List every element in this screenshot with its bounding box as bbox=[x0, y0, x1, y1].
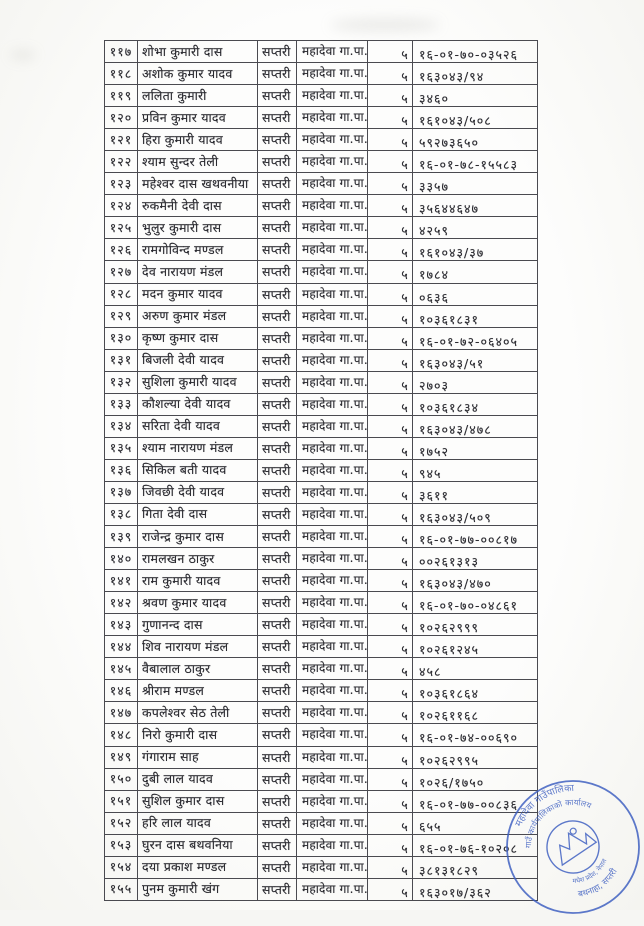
municipality-cell: महादेवा गा.पा. bbox=[297, 107, 368, 129]
id-number-cell: १६१०४३/३७ bbox=[413, 239, 538, 261]
table-row bbox=[105, 416, 538, 438]
id-number-cell: ३४६० bbox=[413, 85, 538, 107]
municipality-cell: महादेवा गा.पा. bbox=[297, 261, 368, 283]
stamp-mountain-emblem bbox=[549, 823, 596, 865]
municipality-cell: महादेवा गा.पा. bbox=[297, 416, 368, 438]
serial-number-cell: १२८ bbox=[105, 284, 138, 306]
id-number-cell: १७५२ bbox=[413, 438, 538, 460]
serial-number-cell: ११९ bbox=[105, 85, 138, 107]
id-number-cell: १६-०१-७०-०४८६१ bbox=[413, 592, 538, 614]
name-cell: हरि लाल यादव bbox=[138, 813, 258, 835]
table-row bbox=[105, 350, 538, 372]
serial-number-cell: १४९ bbox=[105, 747, 138, 769]
municipality-cell: महादेवा गा.पा. bbox=[297, 835, 368, 857]
table-row bbox=[105, 614, 538, 636]
id-number-cell: १६-०१-७७-००८३६ bbox=[413, 791, 538, 813]
municipality-cell: महादेवा गा.पा. bbox=[297, 460, 368, 482]
district-cell: सप्तरी bbox=[258, 747, 297, 769]
district-cell: सप्तरी bbox=[258, 416, 297, 438]
district-cell: सप्तरी bbox=[258, 835, 297, 857]
name-cell: कपलेश्वर सेठ तेली bbox=[138, 702, 258, 724]
ward-number-cell: ५ bbox=[368, 769, 413, 791]
serial-number-cell: १४५ bbox=[105, 658, 138, 680]
municipality-cell: महादेवा गा.पा. bbox=[297, 63, 368, 85]
name-cell: गुणानन्द दास bbox=[138, 614, 258, 636]
serial-number-cell: १४४ bbox=[105, 636, 138, 658]
municipality-cell: महादेवा गा.पा. bbox=[297, 195, 368, 217]
district-cell: सप्तरी bbox=[258, 372, 297, 394]
id-number-cell: १०३६१८३१ bbox=[413, 306, 538, 328]
ward-number-cell: ५ bbox=[368, 41, 413, 63]
name-cell: कृष्ण कुमार दास bbox=[138, 328, 258, 350]
district-cell: सप्तरी bbox=[258, 769, 297, 791]
id-number-cell: १६-०१-७६-१०२०८ bbox=[413, 835, 538, 857]
id-number-cell: १६-०१-७८-१५५८३ bbox=[413, 151, 538, 173]
ward-number-cell: ५ bbox=[368, 636, 413, 658]
district-cell: सप्तरी bbox=[258, 151, 297, 173]
municipality-cell: महादेवा गा.पा. bbox=[297, 526, 368, 548]
serial-number-cell: १३५ bbox=[105, 438, 138, 460]
district-cell: सप्तरी bbox=[258, 350, 297, 372]
table-row bbox=[105, 129, 538, 151]
name-cell: वैबालाल ठाकुर bbox=[138, 658, 258, 680]
district-cell: सप्तरी bbox=[258, 63, 297, 85]
municipality-cell: महादेवा गा.पा. bbox=[297, 85, 368, 107]
district-cell: सप्तरी bbox=[258, 328, 297, 350]
serial-number-cell: १२६ bbox=[105, 239, 138, 261]
name-cell: श्याम नारायण मंडल bbox=[138, 438, 258, 460]
ward-number-cell: ५ bbox=[368, 129, 413, 151]
municipality-cell: महादेवा गा.पा. bbox=[297, 592, 368, 614]
name-cell: पुनम कुमारी खंग bbox=[138, 879, 258, 901]
ward-number-cell: ५ bbox=[368, 438, 413, 460]
name-cell: शिव नारायण मंडल bbox=[138, 636, 258, 658]
municipality-cell: महादेवा गा.पा. bbox=[297, 173, 368, 195]
name-cell: महेश्वर दास खथवनीया bbox=[138, 173, 258, 195]
serial-number-cell: १३३ bbox=[105, 394, 138, 416]
municipality-cell: महादेवा गा.पा. bbox=[297, 504, 368, 526]
name-cell: प्रविन कुमार यादव bbox=[138, 107, 258, 129]
name-cell: रामलखन ठाकुर bbox=[138, 548, 258, 570]
name-cell: घुरन दास बथवनिया bbox=[138, 835, 258, 857]
ward-number-cell: ५ bbox=[368, 328, 413, 350]
name-cell: ललिता कुमारी bbox=[138, 85, 258, 107]
serial-number-cell: १५२ bbox=[105, 813, 138, 835]
municipality-cell: महादेवा गा.पा. bbox=[297, 658, 368, 680]
name-cell: मदन कुमार यादव bbox=[138, 284, 258, 306]
ward-number-cell: ५ bbox=[368, 239, 413, 261]
serial-number-cell: १३८ bbox=[105, 504, 138, 526]
district-cell: सप्तरी bbox=[258, 658, 297, 680]
id-number-cell: ०६३६ bbox=[413, 284, 538, 306]
district-cell: सप्तरी bbox=[258, 504, 297, 526]
name-cell: जिवछी देवी यादव bbox=[138, 482, 258, 504]
municipality-cell: महादेवा गा.पा. bbox=[297, 129, 368, 151]
id-number-cell: १६३०१७/३६२ bbox=[413, 879, 538, 901]
id-number-cell: ४२५९ bbox=[413, 217, 538, 239]
district-cell: सप्तरी bbox=[258, 173, 297, 195]
ward-number-cell: ५ bbox=[368, 614, 413, 636]
district-cell: सप्तरी bbox=[258, 306, 297, 328]
table-row bbox=[105, 658, 538, 680]
stamp-text-municipality: महादेवा गाउँपालिका bbox=[513, 782, 575, 829]
municipality-cell: महादेवा गा.पा. bbox=[297, 306, 368, 328]
district-cell: सप्तरी bbox=[258, 107, 297, 129]
table-row bbox=[105, 107, 538, 129]
district-cell: सप्तरी bbox=[258, 195, 297, 217]
municipality-cell: महादेवा गा.पा. bbox=[297, 614, 368, 636]
serial-number-cell: १३१ bbox=[105, 350, 138, 372]
name-cell: हिरा कुमारी यादव bbox=[138, 129, 258, 151]
serial-number-cell: १२३ bbox=[105, 173, 138, 195]
district-cell: सप्तरी bbox=[258, 592, 297, 614]
ward-number-cell: ५ bbox=[368, 702, 413, 724]
table-row bbox=[105, 504, 538, 526]
name-cell: दुबी लाल यादव bbox=[138, 769, 258, 791]
serial-number-cell: १४० bbox=[105, 548, 138, 570]
name-cell: राम कुमारी यादव bbox=[138, 570, 258, 592]
id-number-cell: १६३०४३/५०९ bbox=[413, 504, 538, 526]
municipality-cell: महादेवा गा.पा. bbox=[297, 328, 368, 350]
table-row bbox=[105, 526, 538, 548]
table-row bbox=[105, 261, 538, 283]
scan-smudge bbox=[330, 18, 440, 32]
ward-number-cell: ५ bbox=[368, 63, 413, 85]
serial-number-cell: १३९ bbox=[105, 526, 138, 548]
ward-number-cell: ५ bbox=[368, 394, 413, 416]
name-cell: सिकिल बती यादव bbox=[138, 460, 258, 482]
name-cell: दया प्रकाश मण्डल bbox=[138, 857, 258, 879]
table-row bbox=[105, 63, 538, 85]
table-row bbox=[105, 857, 538, 879]
municipality-cell: महादेवा गा.पा. bbox=[297, 41, 368, 63]
name-cell: श्रवण कुमार यादव bbox=[138, 592, 258, 614]
municipality-cell: महादेवा गा.पा. bbox=[297, 702, 368, 724]
municipality-cell: महादेवा गा.पा. bbox=[297, 570, 368, 592]
district-cell: सप्तरी bbox=[258, 680, 297, 702]
serial-number-cell: १३४ bbox=[105, 416, 138, 438]
district-cell: सप्तरी bbox=[258, 724, 297, 746]
id-number-cell: १०३६१८३४ bbox=[413, 394, 538, 416]
id-number-cell: ३५६४४६४७ bbox=[413, 195, 538, 217]
serial-number-cell: ११८ bbox=[105, 63, 138, 85]
municipality-cell: महादेवा गा.पा. bbox=[297, 680, 368, 702]
municipality-cell: महादेवा गा.पा. bbox=[297, 350, 368, 372]
name-cell: बिजली देवी यादव bbox=[138, 350, 258, 372]
serial-number-cell: १२२ bbox=[105, 151, 138, 173]
stamp-text-place: बथनाहा, सप्तरी bbox=[577, 867, 620, 900]
id-number-cell: ६५५ bbox=[413, 813, 538, 835]
table-row bbox=[105, 195, 538, 217]
table-row bbox=[105, 438, 538, 460]
ward-number-cell: ५ bbox=[368, 791, 413, 813]
municipality-cell: महादेवा गा.पा. bbox=[297, 372, 368, 394]
district-cell: सप्तरी bbox=[258, 570, 297, 592]
serial-number-cell: १५० bbox=[105, 769, 138, 791]
municipality-cell: महादेवा गा.पा. bbox=[297, 724, 368, 746]
serial-number-cell: १२१ bbox=[105, 129, 138, 151]
district-cell: सप्तरी bbox=[258, 217, 297, 239]
ward-number-cell: ५ bbox=[368, 570, 413, 592]
table-row bbox=[105, 41, 538, 63]
municipality-cell: महादेवा गा.पा. bbox=[297, 548, 368, 570]
table-row bbox=[105, 879, 538, 901]
name-cell: देव नारायण मंडल bbox=[138, 261, 258, 283]
stamp-sun-icon bbox=[569, 827, 577, 835]
name-cell: रामगोविन्द मण्डल bbox=[138, 239, 258, 261]
table-row bbox=[105, 85, 538, 107]
district-cell: सप्तरी bbox=[258, 438, 297, 460]
table-row bbox=[105, 482, 538, 504]
district-cell: सप्तरी bbox=[258, 394, 297, 416]
serial-number-cell: १४१ bbox=[105, 570, 138, 592]
municipality-cell: महादेवा गा.पा. bbox=[297, 747, 368, 769]
table-row bbox=[105, 151, 538, 173]
serial-number-cell: १२९ bbox=[105, 306, 138, 328]
svg-text:मधेश प्रदेश, नेपाल bbox=[569, 855, 613, 891]
name-cell: श्याम सुन्दर तेली bbox=[138, 151, 258, 173]
table-row bbox=[105, 173, 538, 195]
id-number-cell: १०२६२९९५ bbox=[413, 747, 538, 769]
table-row bbox=[105, 372, 538, 394]
name-cell: राजेन्द्र कुमार दास bbox=[138, 526, 258, 548]
name-cell: रुकमैनी देवी दास bbox=[138, 195, 258, 217]
ward-number-cell: ५ bbox=[368, 416, 413, 438]
name-cell: शोभा कुमारी दास bbox=[138, 41, 258, 63]
id-number-cell: २७०३ bbox=[413, 372, 538, 394]
serial-number-cell: १३६ bbox=[105, 460, 138, 482]
records-table bbox=[104, 40, 538, 901]
name-cell: निरो कुमारी दास bbox=[138, 724, 258, 746]
serial-number-cell: १४२ bbox=[105, 592, 138, 614]
id-number-cell: १६३०४३/५१ bbox=[413, 350, 538, 372]
ward-number-cell: ५ bbox=[368, 835, 413, 857]
district-cell: सप्तरी bbox=[258, 85, 297, 107]
district-cell: सप्तरी bbox=[258, 261, 297, 283]
serial-number-cell: ११७ bbox=[105, 41, 138, 63]
name-cell: सुशिला कुमारी यादव bbox=[138, 372, 258, 394]
table-row bbox=[105, 239, 538, 261]
ward-number-cell: ५ bbox=[368, 482, 413, 504]
district-cell: सप्तरी bbox=[258, 41, 297, 63]
district-cell: सप्तरी bbox=[258, 614, 297, 636]
district-cell: सप्तरी bbox=[258, 482, 297, 504]
municipality-cell: महादेवा गा.पा. bbox=[297, 813, 368, 835]
id-number-cell: ००२६१३१३ bbox=[413, 548, 538, 570]
table-row bbox=[105, 284, 538, 306]
table-row bbox=[105, 328, 538, 350]
ward-number-cell: ५ bbox=[368, 284, 413, 306]
table-row bbox=[105, 217, 538, 239]
district-cell: सप्तरी bbox=[258, 636, 297, 658]
district-cell: सप्तरी bbox=[258, 813, 297, 835]
table-row bbox=[105, 747, 538, 769]
id-number-cell: ३३५७ bbox=[413, 173, 538, 195]
ward-number-cell: ५ bbox=[368, 526, 413, 548]
district-cell: सप्तरी bbox=[258, 129, 297, 151]
name-cell: अरुण कुमार मंडल bbox=[138, 306, 258, 328]
serial-number-cell: १५४ bbox=[105, 857, 138, 879]
id-number-cell: १६-०१-७०-०३५२६ bbox=[413, 41, 538, 63]
district-cell: सप्तरी bbox=[258, 857, 297, 879]
serial-number-cell: १२४ bbox=[105, 195, 138, 217]
district-cell: सप्तरी bbox=[258, 239, 297, 261]
serial-number-cell: १२० bbox=[105, 107, 138, 129]
municipality-cell: महादेवा गा.पा. bbox=[297, 394, 368, 416]
district-cell: सप्तरी bbox=[258, 284, 297, 306]
district-cell: सप्तरी bbox=[258, 702, 297, 724]
serial-number-cell: १४६ bbox=[105, 680, 138, 702]
serial-number-cell: १३२ bbox=[105, 372, 138, 394]
id-number-cell: १६१०४३/५०८ bbox=[413, 107, 538, 129]
name-cell: सरिता देवी यादव bbox=[138, 416, 258, 438]
id-number-cell: १०२६२९९९ bbox=[413, 614, 538, 636]
table-row bbox=[105, 636, 538, 658]
ward-number-cell: ५ bbox=[368, 350, 413, 372]
ward-number-cell: ५ bbox=[368, 151, 413, 173]
ward-number-cell: ५ bbox=[368, 548, 413, 570]
table-row bbox=[105, 570, 538, 592]
ward-number-cell: ५ bbox=[368, 261, 413, 283]
id-number-cell: १६-०१-७४-००६९० bbox=[413, 724, 538, 746]
table-row bbox=[105, 680, 538, 702]
name-cell: भुलुर कुमारी दास bbox=[138, 217, 258, 239]
ward-number-cell: ५ bbox=[368, 107, 413, 129]
municipality-cell: महादेवा गा.पा. bbox=[297, 791, 368, 813]
ward-number-cell: ५ bbox=[368, 217, 413, 239]
district-cell: सप्तरी bbox=[258, 460, 297, 482]
table-row bbox=[105, 592, 538, 614]
id-number-cell: ४५८ bbox=[413, 658, 538, 680]
table-row bbox=[105, 460, 538, 482]
id-number-cell: १६३०४३/४७८ bbox=[413, 416, 538, 438]
municipality-cell: महादेवा गा.पा. bbox=[297, 217, 368, 239]
municipality-cell: महादेवा गा.पा. bbox=[297, 879, 368, 901]
stamp-inner-ring bbox=[537, 811, 609, 883]
ward-number-cell: ५ bbox=[368, 460, 413, 482]
ward-number-cell: ५ bbox=[368, 306, 413, 328]
table-row bbox=[105, 394, 538, 416]
serial-number-cell: १४८ bbox=[105, 724, 138, 746]
id-number-cell: १६-०१-७२-०६४०५ bbox=[413, 328, 538, 350]
table-row bbox=[105, 306, 538, 328]
ward-number-cell: ५ bbox=[368, 724, 413, 746]
serial-number-cell: १५५ bbox=[105, 879, 138, 901]
district-cell: सप्तरी bbox=[258, 879, 297, 901]
id-number-cell: ५९२७३६५० bbox=[413, 129, 538, 151]
district-cell: सप्तरी bbox=[258, 548, 297, 570]
ward-number-cell: ५ bbox=[368, 85, 413, 107]
ward-number-cell: ५ bbox=[368, 504, 413, 526]
id-number-cell: १७८४ bbox=[413, 261, 538, 283]
stamp-text-office: गाउँ कार्यपालिकाको कार्यालय bbox=[523, 797, 593, 849]
municipality-cell: महादेवा गा.पा. bbox=[297, 151, 368, 173]
municipality-cell: महादेवा गा.पा. bbox=[297, 769, 368, 791]
serial-number-cell: १३७ bbox=[105, 482, 138, 504]
name-cell: गिता देवी दास bbox=[138, 504, 258, 526]
municipality-cell: महादेवा गा.पा. bbox=[297, 482, 368, 504]
ward-number-cell: ५ bbox=[368, 592, 413, 614]
serial-number-cell: १५१ bbox=[105, 791, 138, 813]
district-cell: सप्तरी bbox=[258, 791, 297, 813]
ward-number-cell: ५ bbox=[368, 879, 413, 901]
ward-number-cell: ५ bbox=[368, 173, 413, 195]
id-number-cell: ३८१३१८२९ bbox=[413, 857, 538, 879]
serial-number-cell: १४३ bbox=[105, 614, 138, 636]
serial-number-cell: १३० bbox=[105, 328, 138, 350]
scan-smudge bbox=[10, 50, 36, 60]
id-number-cell: १०२६११६८ bbox=[413, 702, 538, 724]
table-row bbox=[105, 548, 538, 570]
id-number-cell: ९४५ bbox=[413, 460, 538, 482]
ward-number-cell: ५ bbox=[368, 658, 413, 680]
name-cell: सुशिल कुमार दास bbox=[138, 791, 258, 813]
id-number-cell: १६३०४३/४७० bbox=[413, 570, 538, 592]
id-number-cell: १०२६१२४५ bbox=[413, 636, 538, 658]
table-row bbox=[105, 791, 538, 813]
table-row bbox=[105, 835, 538, 857]
ward-number-cell: ५ bbox=[368, 747, 413, 769]
id-number-cell: १०३६१८६४ bbox=[413, 680, 538, 702]
name-cell: अशोक कुमार यादव bbox=[138, 63, 258, 85]
ward-number-cell: ५ bbox=[368, 372, 413, 394]
ward-number-cell: ५ bbox=[368, 857, 413, 879]
serial-number-cell: १२७ bbox=[105, 261, 138, 283]
name-cell: श्रीराम मण्डल bbox=[138, 680, 258, 702]
table-row bbox=[105, 769, 538, 791]
ward-number-cell: ५ bbox=[368, 680, 413, 702]
stamp-text-province: मधेश प्रदेश, नेपाल bbox=[572, 857, 609, 886]
id-number-cell: १६-०१-७७-००८१७ bbox=[413, 526, 538, 548]
id-number-cell: १६३०४३/९४ bbox=[413, 63, 538, 85]
municipality-cell: महादेवा गा.पा. bbox=[297, 438, 368, 460]
table-row bbox=[105, 813, 538, 835]
name-cell: गंगाराम साह bbox=[138, 747, 258, 769]
district-cell: सप्तरी bbox=[258, 526, 297, 548]
svg-text:बथनाहा, सप्तरी bbox=[573, 863, 623, 904]
municipality-cell: महादेवा गा.पा. bbox=[297, 636, 368, 658]
table-row bbox=[105, 724, 538, 746]
ward-number-cell: ५ bbox=[368, 195, 413, 217]
municipality-cell: महादेवा गा.पा. bbox=[297, 284, 368, 306]
id-number-cell: १०२६/१७५० bbox=[413, 769, 538, 791]
name-cell: कौशल्या देवी यादव bbox=[138, 394, 258, 416]
municipality-cell: महादेवा गा.पा. bbox=[297, 857, 368, 879]
serial-number-cell: १२५ bbox=[105, 217, 138, 239]
serial-number-cell: १४७ bbox=[105, 702, 138, 724]
ward-number-cell: ५ bbox=[368, 813, 413, 835]
municipality-cell: महादेवा गा.पा. bbox=[297, 239, 368, 261]
table-row bbox=[105, 702, 538, 724]
serial-number-cell: १५३ bbox=[105, 835, 138, 857]
id-number-cell: ३६११ bbox=[413, 482, 538, 504]
